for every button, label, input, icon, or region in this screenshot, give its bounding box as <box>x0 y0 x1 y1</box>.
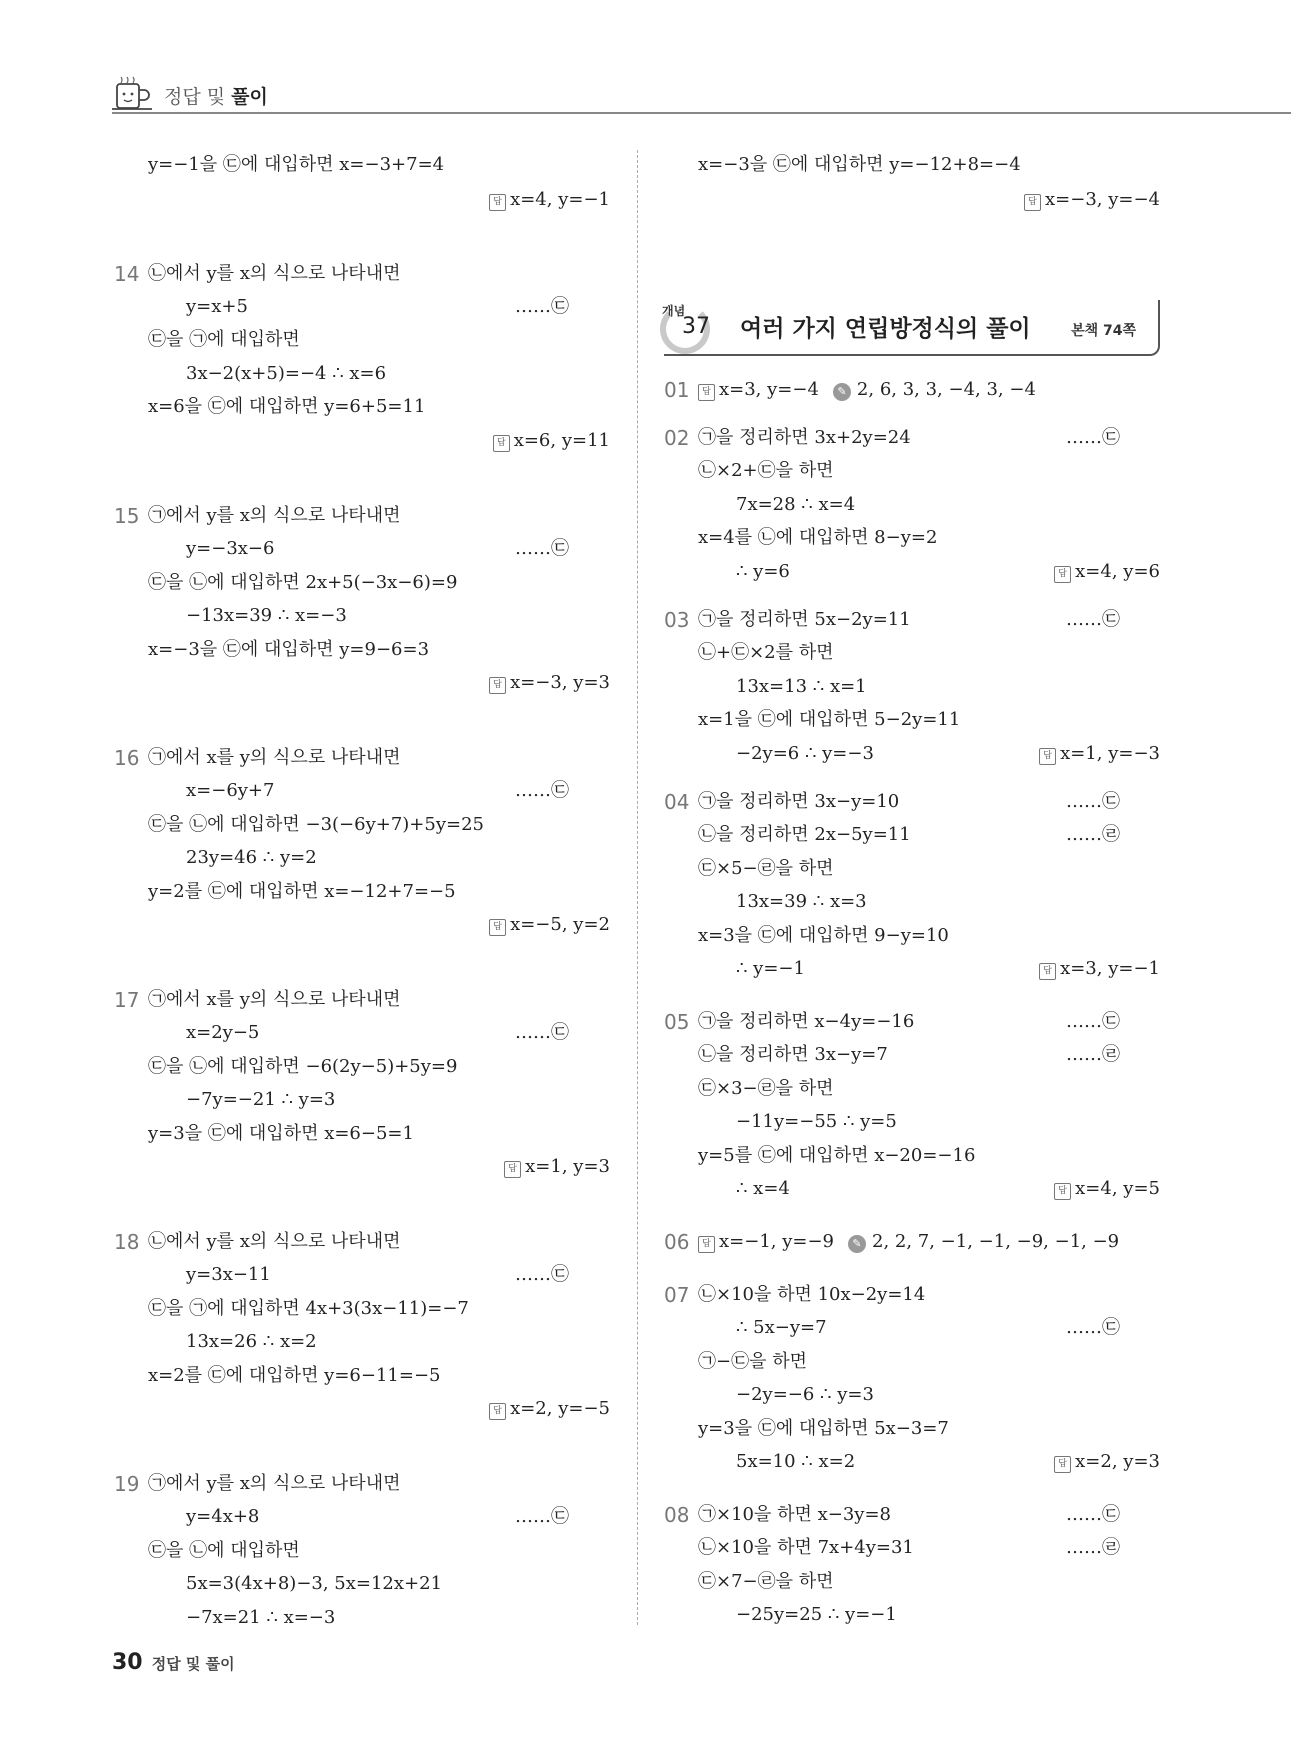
solution-line: ∴ y=6 <box>736 561 790 582</box>
problem-number: 19 <box>114 1472 140 1496</box>
answer: 답 x=−3, y=3 <box>489 671 610 695</box>
equation-ref: ……㉢ <box>515 296 569 317</box>
answer-icon: 답 <box>1054 1456 1071 1473</box>
solution-line: 13x=39 ∴ x=3 <box>736 891 867 912</box>
problem-number: 16 <box>114 746 140 770</box>
solution-line: ㉢을 ㉠에 대입하면 4x+3(3x−11)=−7 <box>148 1298 469 1319</box>
solution-line: y=4x+8 <box>186 1506 260 1527</box>
problem-number: 01 <box>664 378 690 402</box>
answer: 답 x=2, y=−5 <box>489 1397 610 1421</box>
equation-ref: ……㉢ <box>515 1264 569 1285</box>
page-footer <box>112 1650 235 1675</box>
equation-ref: ……㉢ <box>515 780 569 801</box>
solution-line: y=3을 ㉢에 대입하면 5x−3=7 <box>698 1418 949 1439</box>
column-divider <box>637 150 638 1625</box>
solution-line: ∴ 5x−y=7 <box>736 1317 827 1338</box>
solution-line: −2y=6 ∴ y=−3 <box>736 743 874 764</box>
solution-line: x=6을 ㉢에 대입하면 y=6+5=11 <box>148 396 426 417</box>
solution-line: ㉢×7−㉣을 하면 <box>698 1571 834 1592</box>
answer: 답 x=2, y=3 <box>1054 1450 1160 1474</box>
solution-line: ㉢을 ㉡에 대입하면 2x+5(−3x−6)=9 <box>148 572 458 593</box>
solution-line: y=3x−11 <box>186 1264 271 1285</box>
answer: 답 x=1, y=3 <box>504 1155 610 1179</box>
solution-line: ㉡+㉢×2를 하면 <box>698 642 834 663</box>
equation-ref: ……㉢ <box>515 538 569 559</box>
solution-line: ㉠−㉢을 하면 <box>698 1351 807 1372</box>
problem-number: 06 <box>664 1230 690 1254</box>
problem-number: 05 <box>664 1010 690 1034</box>
solution-line: −13x=39 ∴ x=−3 <box>186 605 347 626</box>
solution-line: ∴ x=4 <box>736 1178 790 1199</box>
solution-line: ㉠에서 y를 x의 식으로 나타내면 <box>148 505 401 526</box>
answer-icon: 답 <box>1039 748 1056 765</box>
solution-line: x=1을 ㉢에 대입하면 5−2y=11 <box>698 709 961 730</box>
solution-line: ㉢을 ㉠에 대입하면 <box>148 329 300 350</box>
footer-label: 정답 및 풀이 <box>151 1655 235 1673</box>
solution-line: x=−3을 ㉢에 대입하면 y=−12+8=−4 <box>698 154 1021 175</box>
concept-number: 37 <box>682 314 710 339</box>
page-number: 30 <box>112 1650 143 1675</box>
solution-line: ㉠에서 x를 y의 식으로 나타내면 <box>148 747 401 768</box>
answer: 답 x=−5, y=2 <box>489 913 610 937</box>
solution-line: y=−3x−6 <box>186 538 275 559</box>
equation-ref: ……㉢ <box>1066 1317 1120 1338</box>
solution-line: −7x=21 ∴ x=−3 <box>186 1607 336 1628</box>
solution-line: ㉠을 정리하면 3x−y=10 <box>698 791 900 812</box>
equation-ref: ……㉢ <box>1066 427 1120 448</box>
solution-line: ㉢을 ㉡에 대입하면 −3(−6y+7)+5y=25 <box>148 814 484 835</box>
solution-line: −2y=−6 ∴ y=3 <box>736 1384 874 1405</box>
solution-line: x=2를 ㉢에 대입하면 y=6−11=−5 <box>148 1365 441 1386</box>
solution-line: ㉡×2+㉢을 하면 <box>698 460 834 481</box>
answer-icon: 답 <box>493 435 510 452</box>
solution-line: x=4를 ㉡에 대입하면 8−y=2 <box>698 527 938 548</box>
solution-line: ㉠을 정리하면 5x−2y=11 <box>698 609 911 630</box>
solution-line: ㉠을 정리하면 3x+2y=24 <box>698 427 911 448</box>
solution-line: 3x−2(x+5)=−4 ∴ x=6 <box>186 363 387 384</box>
equation-ref: ……㉢ <box>1066 791 1120 812</box>
solution-line: y=x+5 <box>186 296 248 317</box>
solution-line: −11y=−55 ∴ y=5 <box>736 1111 897 1132</box>
answer-icon: 답 <box>504 1161 521 1178</box>
answer-icon: 답 <box>1054 566 1071 583</box>
solution-line: y=−1을 ㉢에 대입하면 x=−3+7=4 <box>148 154 445 175</box>
problem-number: 03 <box>664 608 690 632</box>
equation-ref: ……㉢ <box>515 1022 569 1043</box>
solution-line: ㉡을 정리하면 3x−y=7 <box>698 1044 888 1065</box>
solution-line: ㉠×10을 하면 x−3y=8 <box>698 1504 891 1525</box>
solution-line: x=2y−5 <box>186 1022 260 1043</box>
solution-line: ㉢×3−㉣을 하면 <box>698 1078 834 1099</box>
equation-ref: ……㉣ <box>1066 824 1120 845</box>
solution-line: ㉡에서 y를 x의 식으로 나타내면 <box>148 263 401 284</box>
solution-line: y=5를 ㉢에 대입하면 x−20=−16 <box>698 1145 976 1166</box>
answer-icon: 답 <box>489 677 506 694</box>
problem-number: 17 <box>114 988 140 1012</box>
pencil-icon: ✎ <box>848 1235 866 1253</box>
solution-line: ㉢을 ㉡에 대입하면 <box>148 1540 300 1561</box>
solution-line: ㉡×10을 하면 10x−2y=14 <box>698 1284 926 1305</box>
answer-line: 답 x=−1, y=−9 ✎ 2, 2, 7, −1, −1, −9, −1, −9 <box>698 1230 1119 1254</box>
equation-ref: ……㉢ <box>1066 609 1120 630</box>
equation-ref: ……㉣ <box>1066 1044 1120 1065</box>
problem-number: 02 <box>664 426 690 450</box>
concept-label: 개념 <box>662 304 686 318</box>
answer-icon: 답 <box>1039 963 1056 980</box>
solution-line: ㉡을 정리하면 2x−5y=11 <box>698 824 911 845</box>
concept-title: 여러 가지 연립방정식의 풀이 <box>740 316 1031 342</box>
problem-number: 14 <box>114 262 140 286</box>
answer-icon: 답 <box>1054 1183 1071 1200</box>
solution-line: ㉢을 ㉡에 대입하면 −6(2y−5)+5y=9 <box>148 1056 458 1077</box>
concept-header <box>664 300 1160 356</box>
equation-ref: ……㉢ <box>1066 1504 1120 1525</box>
solution-line: 7x=28 ∴ x=4 <box>736 494 856 515</box>
solution-line: 5x=10 ∴ x=2 <box>736 1451 856 1472</box>
answer-icon: 답 <box>489 194 506 211</box>
answer: 답 x=1, y=−3 <box>1039 742 1160 766</box>
solution-line: 23y=46 ∴ y=2 <box>186 847 317 868</box>
solution-line: 13x=13 ∴ x=1 <box>736 676 867 697</box>
equation-ref: ……㉢ <box>515 1506 569 1527</box>
equation-ref: ……㉣ <box>1066 1537 1120 1558</box>
answer: 답 x=4, y=−1 <box>489 188 610 212</box>
solution-line: ㉢×5−㉣을 하면 <box>698 858 834 879</box>
answer-icon: 답 <box>489 1403 506 1420</box>
solution-line: 5x=3(4x+8)−3, 5x=12x+21 <box>186 1573 443 1594</box>
problem-number: 18 <box>114 1230 140 1254</box>
textbook-page-ref: 본책 74쪽 <box>1071 323 1136 339</box>
equation-ref: ……㉢ <box>1066 1011 1120 1032</box>
answer-icon: 답 <box>489 919 506 936</box>
answer-line: 답 x=3, y=−4 ✎ 2, 6, 3, 3, −4, 3, −4 <box>698 378 1036 402</box>
solution-line: ㉡×10을 하면 7x+4y=31 <box>698 1537 914 1558</box>
solution-line: x=−3을 ㉢에 대입하면 y=9−6=3 <box>148 639 430 660</box>
cup-logo-icon <box>112 74 156 114</box>
answer: 답 x=3, y=−1 <box>1039 957 1160 981</box>
solution-line: x=3을 ㉢에 대입하면 9−y=10 <box>698 925 949 946</box>
solution-line: ∴ y=−1 <box>736 958 805 979</box>
solution-line: ㉡에서 y를 x의 식으로 나타내면 <box>148 1231 401 1252</box>
problem-number: 08 <box>664 1503 690 1527</box>
pencil-icon: ✎ <box>833 383 851 401</box>
header-rule <box>112 112 1291 114</box>
answer-icon: 답 <box>1024 194 1041 211</box>
answer: 답 x=−3, y=−4 <box>1024 188 1160 212</box>
problem-number: 04 <box>664 790 690 814</box>
solution-line: ㉠에서 y를 x의 식으로 나타내면 <box>148 1473 401 1494</box>
solution-line: x=−6y+7 <box>186 780 275 801</box>
problem-number: 15 <box>114 504 140 528</box>
solution-line: y=2를 ㉢에 대입하면 x=−12+7=−5 <box>148 881 456 902</box>
answer-icon: 답 <box>698 384 715 401</box>
problem-number: 07 <box>664 1283 690 1307</box>
solution-line: y=3을 ㉢에 대입하면 x=6−5=1 <box>148 1123 414 1144</box>
header-title: 정답 및 풀이 <box>164 86 268 108</box>
solution-line: −7y=−21 ∴ y=3 <box>186 1089 336 1110</box>
solution-line: −25y=25 ∴ y=−1 <box>736 1604 897 1625</box>
answer: 답 x=4, y=5 <box>1054 1177 1160 1201</box>
solution-line: ㉠을 정리하면 x−4y=−16 <box>698 1011 915 1032</box>
answer: 답 x=4, y=6 <box>1054 560 1160 584</box>
answer-icon: 답 <box>698 1236 715 1253</box>
answer: 답 x=6, y=11 <box>493 429 610 453</box>
solution-line: ㉠에서 x를 y의 식으로 나타내면 <box>148 989 401 1010</box>
solution-line: 13x=26 ∴ x=2 <box>186 1331 317 1352</box>
